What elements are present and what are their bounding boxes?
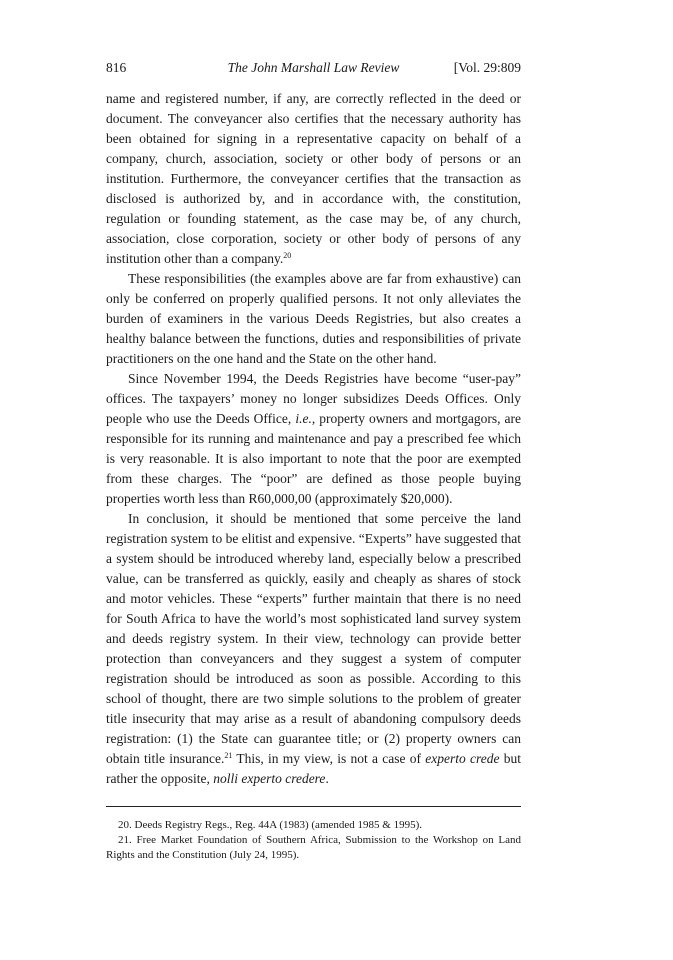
body-paragraph	[106, 369, 521, 509]
volume-citation: [Vol. 29:809	[453, 60, 521, 75]
text-run: but rather the opposite,	[106, 751, 521, 786]
body-paragraph	[106, 89, 521, 269]
text-run: .	[325, 771, 329, 786]
text-run: name and registered number, if any, are correctly reflected in the deed or document. The conveyancer also certifies that the necessary authority has been obtained for signing in a representative capacity on behalf of a company, church, association, society or other body of persons or an institution. Furthermore, the conveyancer certifies that the transaction as disclosed is authorized by, and in accordance with, the constitution, regulation or founding statement, as the case may be, of any church, association, close corporation, society or other body of persons of any institution other than a company.	[106, 91, 521, 266]
footnote-reference: 20	[283, 251, 292, 260]
journal-title: The John Marshall Law Review	[227, 60, 400, 75]
footnote: 21. Free Market Foundation of Southern Africa, Submission to the Workshop on Land Rights and the Constitution (July 24, 1995).	[106, 834, 521, 861]
footnote-divider	[106, 806, 521, 807]
footnotes	[106, 818, 521, 863]
italic-term: i.e.	[295, 411, 312, 426]
text-run: In conclusion, it should be mentioned that some perceive the land registration system to be elitist and expensive. “Experts” have suggested that a system should be introduced whereby land, especially below a prescribed value, can be transferred as quickly, easily and cheaply as shares of stock and motor vehicles. These “experts” further maintain that there is no need for South Africa to have the world’s most sophisticated land survey system and deeds registry system. In their view, technology can provide better protection than conveyancers and they suggest a system of computer registration should be introduced as soon as possible. According to this school of thought, there are two simple solutions to the problem of greater title insecurity that may arise as a result of abandoning compulsory deeds registration: (1) the State can guarantee title; or (2) property owners can obtain title insurance.	[106, 511, 522, 766]
text-run: These responsibilities (the examples above are far from exhaustive) can only be conferred on properly qualified persons. It not only alleviates the burden of examiners in the various Deeds Registries, but also creates a healthy balance between the functions, duties and responsibilities of private practitioners on the one hand and the State on the other hand.	[106, 271, 521, 366]
italic-term: experto crede	[425, 751, 500, 766]
body-paragraph	[106, 509, 521, 789]
text-run: This, in my view, is not a case of	[232, 751, 426, 766]
page-number: 816	[106, 60, 127, 75]
article-body	[106, 89, 521, 789]
footnote: 20. Deeds Registry Regs., Reg. 44A (1983) (amended 1985 & 1995).	[118, 819, 422, 831]
text-run: , property owners and mortgagors, are responsible for its running and maintenance and pay a prescribed fee which is very reasonable. It is also important to note that the poor are exempted from these charges. The “poor” are defined as those people buying properties worth less than R60,000,00 (approximately $20,000).	[106, 411, 521, 506]
text-run: Since November 1994, the Deeds Registries have become “user-pay” offices. The taxpayers’ money no longer subsidizes Deeds Offices. Only people who use the Deeds Office,	[106, 371, 521, 426]
running-header	[106, 60, 521, 80]
italic-term: nolli experto credere	[213, 771, 326, 786]
body-paragraph	[106, 269, 521, 369]
footnote-reference: 21	[224, 751, 233, 760]
